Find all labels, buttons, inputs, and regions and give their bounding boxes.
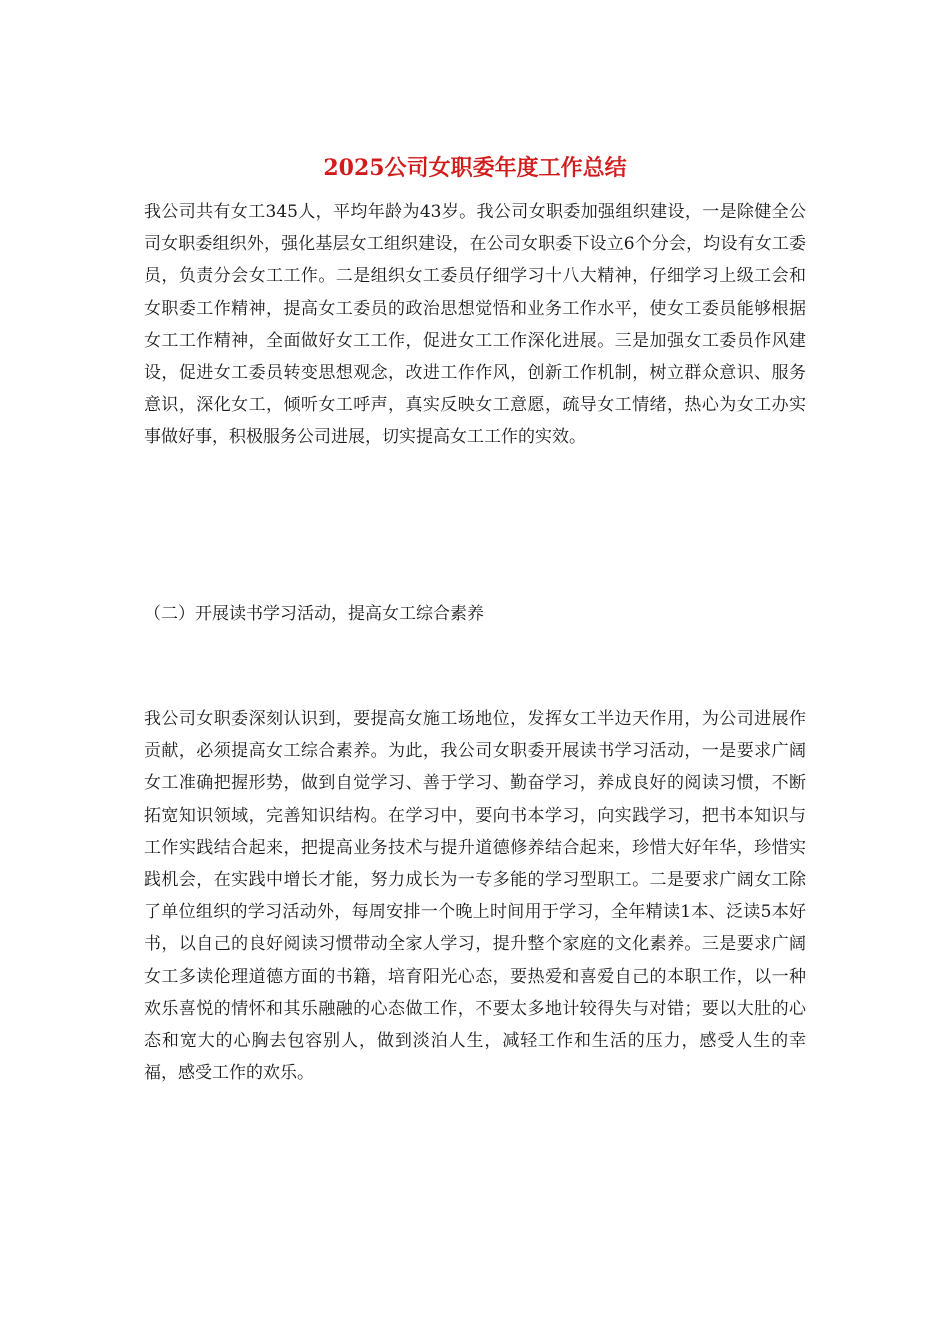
paragraph-organization: 我公司共有女工345人，平均年龄为43岁。我公司女职委加强组织建设，一是除健全公司女职委组织外，强化基层女工组织建设，在公司女职委下设立6个分会，均设有女工委员，负责分会女工工作。二是组织女工委员仔细学习十八大精神，仔细学习上级工会和女职委工作精神，提高女工委员的政治思想觉悟和业务工作水平，使女工委员能够根据女工工作精神，全面做好女工工作，促进女工工作深化进展。三是加强女工委员作风建设，促进女工委员转变思想观念，改进工作作风，创新工作机制，树立群众意识、服务意识，深化女工，倾听女工呼声，真实反映女工意愿，疏导女工情绪，热心为女工办实事做好事，积极服务公司进展，切实提高女工工作的实效。 [144, 202, 806, 448]
document-title: 2025公司女职委年度工作总结 [323, 155, 627, 181]
section-heading: （二）开展读书学习活动，提高女工综合素养 [144, 604, 484, 624]
paragraph-reading-activity: 我公司女职委深刻认识到，要提高女施工场地位，发挥女工半边天作用，为公司进展作贡献，必须提高女工综合素养。为此，我公司女职委开展读书学习活动，一是要求广阔女工准确把握形势，做到自觉学习、善于学习、勤奋学习，养成良好的阅读习惯，不断拓宽知识领域，完善知识结构。在学习中，要向书本学习，向实践学习，把书本知识与工作实践结合起来，把提高业务技术与提升道德修养结合起来，珍惜大好年华，珍惜实践机会，在实践中增长才能，努力成长为一专多能的学习型职工。二是要求广阔女工除了单位组织的学习活动外，每周安排一个晚上时间用于学习，全年精读1本、泛读5本好书，以自己的良好阅读习惯带动全家人学习，提升整个家庭的文化素养。三是要求广阔女工多读伦理道德方面的书籍，培育阳光心态，要热爱和喜爱自己的本职工作，以一种欢乐喜悦的情怀和其乐融融的心态做工作，不要太多地计较得失与对错；要以大肚的心态和宽大的心胸去包容别人，做到淡泊人生，减轻工作和生活的压力，感受人生的幸福，感受工作的欢乐。 [144, 709, 806, 1084]
